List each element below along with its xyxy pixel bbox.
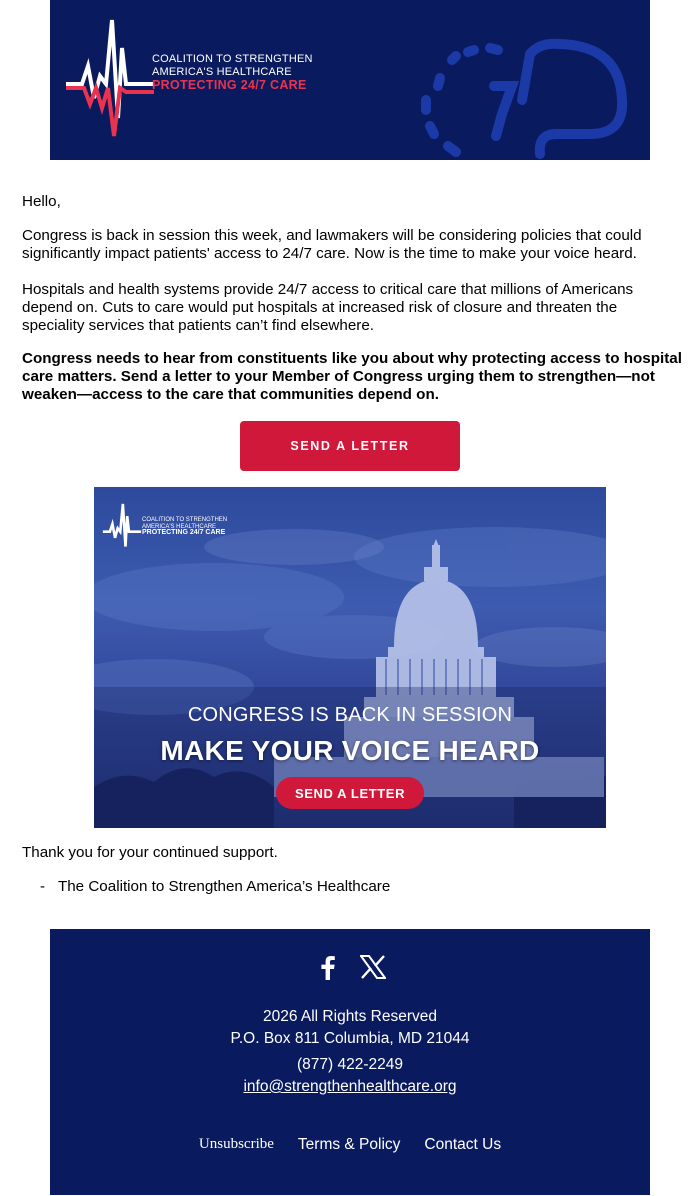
- contact-us-link[interactable]: Contact Us: [424, 1136, 502, 1153]
- footer-links: [50, 1136, 650, 1154]
- logo-wordmark: COALITION TO STRENGTHEN AMERICA'S HEALTHCARE PROTECTING 24/7 CARE: [152, 53, 313, 92]
- signature-dash: -: [40, 878, 46, 895]
- heartbeat-logo-icon: [64, 18, 156, 142]
- paragraph-hospitals: Hospitals and health systems provide 24/7 access to critical care that millions of Americans depend on. Cuts to care would put hospitals at increased risk of closure and threaten the speciality services that patients can’t find elsewhere.: [22, 281, 634, 334]
- hero-image[interactable]: [94, 487, 606, 828]
- header-banner: [50, 0, 650, 160]
- hero-headline: MAKE YOUR VOICE HEARD: [160, 735, 540, 766]
- footer: [50, 929, 650, 1195]
- rights-text: 2026 All Rights Reserved: [262, 1008, 438, 1025]
- paragraph-intro: Congress is back in session this week, and lawmakers will be considering policies that could significantly impact patients' access to 24/7 care. Now is the time to make your voice heard.: [22, 227, 642, 262]
- hero-subheadline: CONGRESS IS BACK IN SESSION: [187, 704, 513, 726]
- thank-you-text: Thank you for your continued support.: [22, 844, 278, 861]
- hero-send-letter-button[interactable]: SEND A LETTER: [276, 777, 424, 809]
- social-links: [50, 953, 650, 981]
- paragraph-call-to-action: Congress needs to hear from constituents like you about why protecting access to hospital care matters. Send a letter to your Member of Congress urging them to strengthen—not weaken—access to the care that communities depend on.: [22, 350, 682, 403]
- phone-text: (877) 422-2249: [297, 1056, 403, 1073]
- greeting: Hello,: [22, 193, 61, 210]
- terms-policy-link[interactable]: Terms & Policy: [297, 1136, 401, 1153]
- unsubscribe-link[interactable]: Unsubscribe: [198, 1136, 274, 1152]
- x-icon[interactable]: [359, 953, 387, 981]
- email-link[interactable]: info@strengthenhealthcare.org: [243, 1078, 457, 1095]
- signature-text: The Coalition to Strengthen America’s Healthcare: [57, 878, 391, 895]
- hero-heartbeat-logo-icon: [102, 501, 142, 559]
- decorative-247-icon: [390, 30, 650, 160]
- address-text: P.O. Box 811 Columbia, MD 21044: [230, 1030, 470, 1047]
- facebook-icon[interactable]: [313, 953, 341, 981]
- send-letter-button[interactable]: SEND A LETTER: [240, 421, 460, 471]
- signature: [40, 878, 390, 895]
- hero-logo-wordmark: COALITION TO STRENGTHEN AMERICA'S HEALTHCARE PROTECTING 24/7 CARE: [142, 517, 228, 536]
